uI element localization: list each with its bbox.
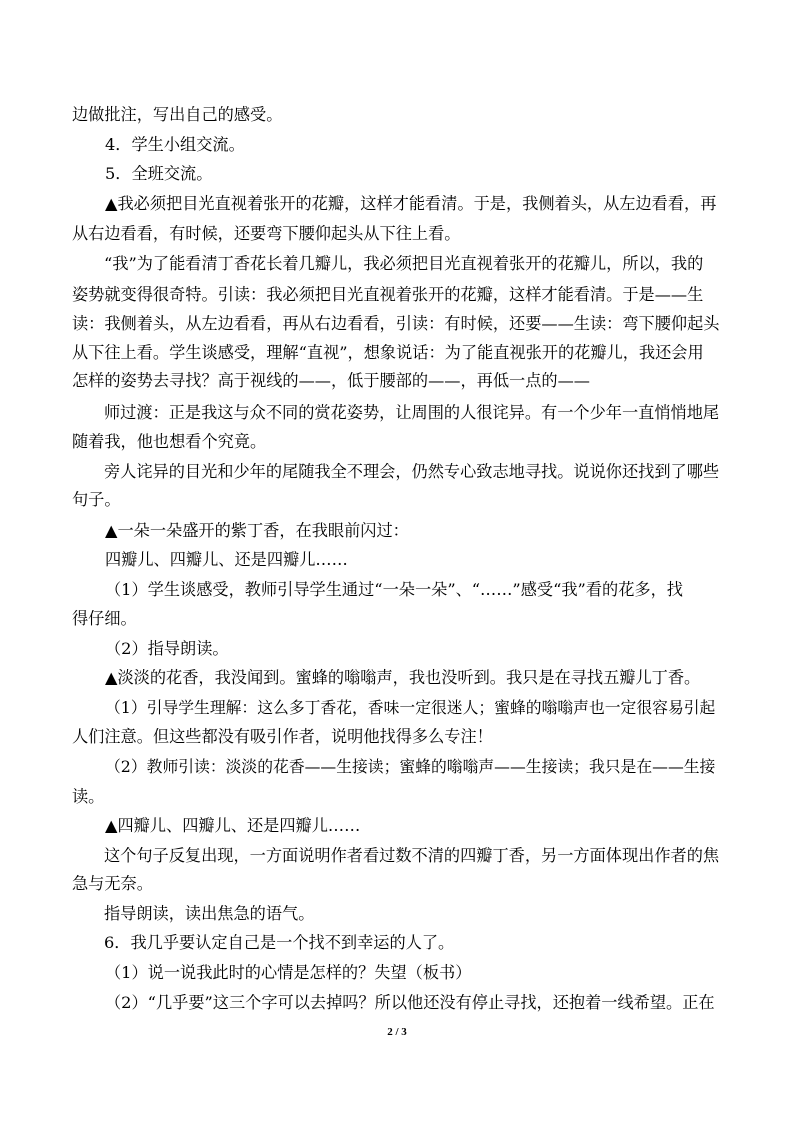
text-line: 急与无奈。 bbox=[72, 874, 153, 893]
text-line: 姿势就变得很奇特。引读：我必须把目光直视着张开的花瓣，这样才能看清。于是——生 bbox=[72, 285, 704, 304]
page-number: 2 / 3 bbox=[387, 1026, 407, 1038]
list-item: （2）“几乎要”这三个字可以去掉吗？所以他还没有停止寻找，还抱着一线希望。正在 bbox=[105, 993, 715, 1012]
list-item: （1）说一说我此时的心情是怎样的？失望（板书） bbox=[105, 963, 472, 982]
text-line: 句子。 bbox=[72, 490, 121, 509]
text-line: 读。 bbox=[72, 787, 105, 806]
text-line: 读：我侧着头，从左边看看，再从右边看看，引读：有时候，还要——生读：弯下腰仰起头 bbox=[72, 314, 720, 333]
quote-line: 四瓣儿、四瓣儿、还是四瓣儿…… bbox=[105, 550, 348, 569]
list-item: 6．我几乎要认定自己是一个找不到幸运的人了。 bbox=[104, 933, 455, 952]
text-line: 怎样的姿势去寻找？高于视线的——，低于腰部的——，再低一点的—— bbox=[72, 371, 590, 390]
text-line: 旁人诧异的目光和少年的尾随我全不理会，仍然专心致志地寻找。说说你还找到了哪些 bbox=[104, 462, 720, 481]
quote-line: ▲淡淡的花香，我没闻到。蜜蜂的嗡嗡声，我也没听到。我只是在寻找五瓣儿丁香。 bbox=[105, 668, 701, 687]
text-line: 指导朗读，读出焦急的语气。 bbox=[104, 904, 315, 923]
quote-line: ▲我必须把目光直视着张开的花瓣，这样才能看清。于是，我侧着头，从左边看看，再 bbox=[105, 194, 717, 213]
list-item: （1）引导学生理解：这么多丁香花，香味一定很迷人；蜜蜂的嗡嗡声也一定很容易引起 bbox=[105, 698, 716, 717]
quote-line: ▲四瓣儿、四瓣儿、还是四瓣儿…… bbox=[105, 816, 361, 835]
list-item: 5．全班交流。 bbox=[105, 164, 213, 183]
text-line: 师过渡：正是我这与众不同的赏花姿势，让周围的人很诧异。有一个少年一直悄悄地尾 bbox=[104, 403, 720, 422]
list-item: （2）指导朗读。 bbox=[105, 639, 229, 658]
list-item: （2）教师引读：淡淡的花香——生接读；蜜蜂的嗡嗡声——生接读；我只是在——生接 bbox=[105, 757, 716, 776]
text-line: “我”为了能看清丁香花长着几瓣儿，我必须把目光直视着张开的花瓣儿，所以，我的 bbox=[104, 254, 704, 273]
text-line: 从右边看看，有时候，还要弯下腰仰起头从下往上看。 bbox=[72, 224, 461, 243]
text-line: 从下往上看。学生谈感受，理解“直视”，想象说话：为了能直视张开的花瓣儿，我还会用 bbox=[72, 343, 704, 362]
text-line: 边做批注，写出自己的感受。 bbox=[72, 105, 283, 124]
text-line: 得仔细。 bbox=[72, 609, 137, 628]
list-item: （1）学生谈感受，教师引导学生通过“一朵一朵”、“……”感受“我”看的花多，找 bbox=[105, 580, 683, 599]
quote-line: ▲一朵一朵盛开的紫丁香，在我眼前闪过： bbox=[105, 521, 409, 540]
list-item: 4．学生小组交流。 bbox=[105, 135, 245, 154]
text-line: 人们注意。但这些都没有吸引作者，说明他找得多么专注！ bbox=[72, 727, 493, 746]
text-line: 这个句子反复出现，一方面说明作者看过数不清的四瓣丁香，另一方面体现出作者的焦 bbox=[104, 846, 720, 865]
text-line: 随着我，他也想看个究竟。 bbox=[72, 432, 267, 451]
